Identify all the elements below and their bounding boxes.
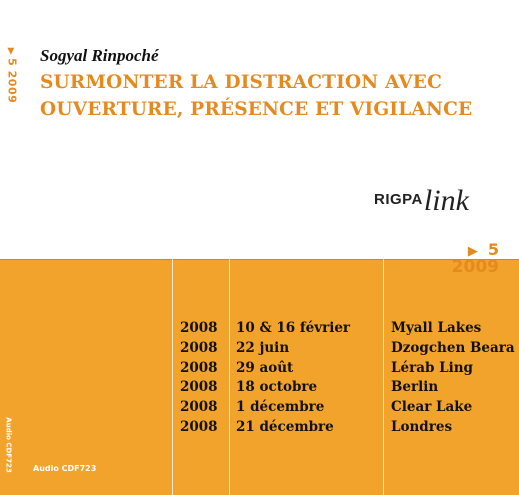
issue-year: 2009 — [451, 257, 499, 277]
schedule-date: 21 décembre — [236, 418, 334, 435]
logo-link-text: link — [423, 184, 469, 217]
schedule-year: 2008 — [180, 359, 218, 376]
rigpalink-logo — [374, 176, 469, 216]
side-catalog-code — [2, 410, 16, 480]
schedule-date: 18 octobre — [236, 379, 318, 396]
schedule-date: 29 août — [236, 359, 294, 376]
schedule-place: Berlin — [391, 379, 439, 396]
schedule-row — [0, 399, 519, 419]
spine-arrow-icon: ▶ — [5, 47, 16, 55]
schedule-year: 2008 — [180, 320, 218, 336]
schedule-row — [0, 340, 519, 360]
issue-badge — [452, 240, 499, 277]
schedule-year: 2008 — [180, 399, 218, 416]
schedule-year: 2008 — [180, 339, 218, 356]
issue-number: 5 — [487, 240, 499, 259]
title-line-2: OUVERTURE, PRÉSENCE ET VIGILANCE — [40, 99, 473, 120]
schedule-place: Clear Lake — [391, 399, 473, 416]
author-name: Sogyal Rinpoché — [40, 46, 159, 65]
bottom-catalog-code: Audio CDF723 — [33, 464, 97, 473]
schedule-place: Londres — [391, 418, 453, 435]
band-top-divider — [0, 259, 519, 260]
issue-arrow-icon: ▶ — [467, 244, 478, 259]
schedule-row — [0, 320, 519, 340]
title-line-1: SURMONTER LA DISTRACTION AVEC — [40, 72, 443, 93]
schedule-year: 2008 — [180, 379, 218, 396]
side-catalog-text: Audio CDF723 — [5, 417, 13, 473]
logo-rigpa-text: RIGPA — [374, 191, 423, 208]
schedule-date: 10 & 16 février — [236, 320, 351, 336]
schedule-row — [0, 360, 519, 380]
schedule-date: 1 décembre — [236, 399, 325, 416]
schedule-row — [0, 419, 519, 439]
spine-text: 5 2009 — [5, 57, 19, 103]
schedule-place: Myall Lakes — [391, 320, 482, 336]
schedule-date: 22 juin — [236, 339, 290, 356]
schedule-row — [0, 379, 519, 399]
schedule-place: Lérab Ling — [391, 359, 473, 376]
schedule-place: Dzogchen Beara — [391, 339, 515, 356]
spine-label — [2, 45, 22, 105]
schedule-table — [0, 320, 519, 439]
schedule-year: 2008 — [180, 418, 218, 435]
